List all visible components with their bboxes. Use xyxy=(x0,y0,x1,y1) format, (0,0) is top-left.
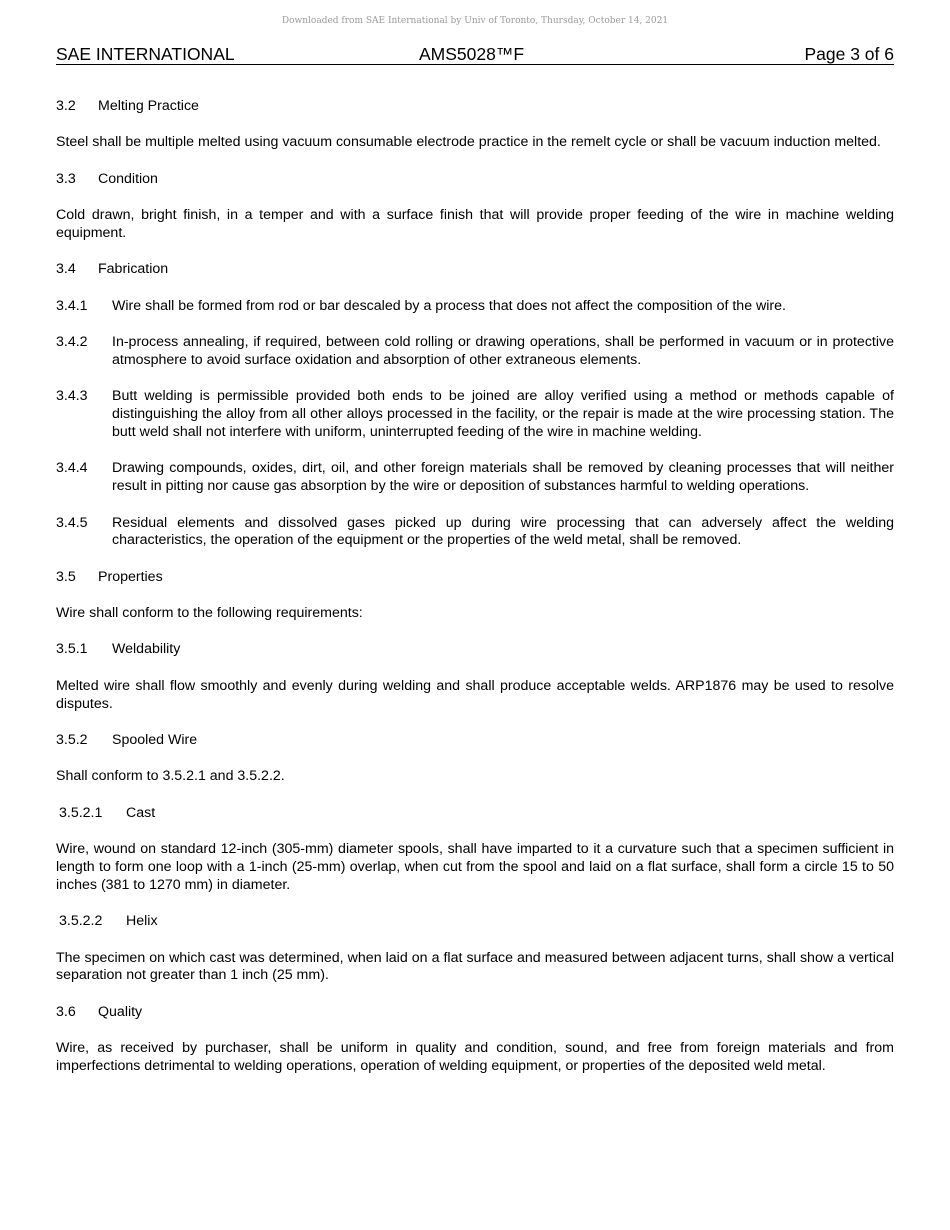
subsection-text: In-process annealing, if required, between cold rolling or drawing operations, shall be performed in vacuum or in protective atmosphere to avoid surface oxidation and absorption of other extraneous elements. xyxy=(112,334,894,368)
subsection-text: Wire shall be formed from rod or bar descaled by a process that does not affect the composition of the wire. xyxy=(112,297,786,314)
section-title: Condition xyxy=(98,170,158,187)
section-number: 3.2 xyxy=(56,98,76,114)
section-title: Melting Practice xyxy=(98,98,199,114)
subsection-number: 3.4.4 xyxy=(56,460,88,477)
section-heading-3-2 xyxy=(56,98,894,116)
subsection-3-4-1 xyxy=(56,298,894,316)
section-title: Spooled Wire xyxy=(112,732,198,749)
section-title: Quality xyxy=(98,1003,143,1020)
section-text-3-6: Wire, as received by purchaser, shall be uniform in quality and condition, sound, and free from foreign materials and from imperfections detrimental to welding operations, operation of welding equipment, or properties of the deposited weld metal. xyxy=(56,1040,894,1074)
subsection-number: 3.4.1 xyxy=(56,297,88,314)
subsection-3-4-2 xyxy=(56,334,894,370)
subsection-text: Residual elements and dissolved gases picked up during wire processing that can adversely affect the welding characteristics, the operation of the equipment or the properties of the weld metal, shall be removed. xyxy=(112,514,894,549)
section-number: 3.5.2 xyxy=(56,732,88,749)
subsection-number: 3.4.5 xyxy=(56,514,88,531)
section-heading-3-3 xyxy=(56,171,894,189)
section-text-3-5-1: Melted wire shall flow smoothly and evenly during welding and shall produce acceptable welds. ARP1876 may be used to resolve disputes. xyxy=(56,677,894,712)
section-number: 3.4 xyxy=(56,261,76,278)
section-text-3-5-2-1: Wire, wound on standard 12-inch (305-mm) diameter spools, shall have imparted to it a curvature such that a specimen sufficient in length to form one loop with a 1-inch (25-mm) overlap, when cut from the spool and laid on a flat surface, shall form a circle 15 to 50 inches (381 to 1270 mm) in diameter. xyxy=(56,841,894,893)
section-heading-3-5-1 xyxy=(56,641,894,659)
document-body xyxy=(56,98,894,1076)
section-text-3-5-2-2: The specimen on which cast was determined, when laid on a flat surface and measured between adjacent turns, shall show a vertical separation not greater than 1 inch (25 mm). xyxy=(56,949,894,984)
page-number: Page 3 of 6 xyxy=(804,44,894,64)
section-text-3-2: Steel shall be multiple melted using vacuum consumable electrode practice in the remelt cycle or shall be vacuum induction melted. xyxy=(56,134,881,151)
section-text-3-5: Wire shall conform to the following requirements: xyxy=(56,605,363,622)
section-title: Cast xyxy=(126,804,156,821)
page-header xyxy=(56,44,894,65)
section-title: Helix xyxy=(126,913,158,930)
section-heading-3-6 xyxy=(56,1004,894,1022)
subsection-3-4-3 xyxy=(56,388,894,441)
section-heading-3-5-2-1 xyxy=(56,805,894,823)
section-title: Weldability xyxy=(112,641,181,658)
section-heading-3-5-2 xyxy=(56,732,894,750)
download-watermark: Downloaded from SAE International by Univ of Toronto, Thursday, October 14, 2021 xyxy=(281,16,669,26)
subsection-number: 3.4.2 xyxy=(56,334,88,351)
section-title: Fabrication xyxy=(98,261,169,278)
subsection-text: Drawing compounds, oxides, dirt, oil, and other foreign materials shall be removed by cleaning processes that will neither result in pitting nor cause gas absorption by the wire or deposition of substances harmful to welding operations. xyxy=(112,460,894,495)
section-heading-3-5-2-2 xyxy=(56,913,894,931)
section-text-3-5-2: Shall conform to 3.5.2.1 and 3.5.2.2. xyxy=(56,768,285,785)
section-number: 3.5 xyxy=(56,568,76,585)
section-text-3-3: Cold drawn, bright finish, in a temper and with a surface finish that will provide proper feeding of the wire in machine welding equipment. xyxy=(56,207,894,241)
section-number: 3.5.2.2 xyxy=(59,913,103,930)
section-heading-3-5 xyxy=(56,569,894,587)
section-title: Properties xyxy=(98,568,163,585)
subsection-text: Butt welding is permissible provided both ends to be joined are alloy verified using a method or methods capable of distinguishing the alloy from all other alloys processed in the facility, or the repair is made at the wire processing station. The butt weld shall not interfere with uniform, uninterrupted feeding of the wire in machine welding. xyxy=(112,388,894,440)
subsection-3-4-4 xyxy=(56,460,894,496)
section-number: 3.5.1 xyxy=(56,641,88,658)
section-heading-3-4 xyxy=(56,261,894,279)
section-number: 3.5.2.1 xyxy=(59,804,103,821)
section-number: 3.3 xyxy=(56,170,76,187)
subsection-number: 3.4.3 xyxy=(56,388,88,405)
publisher-name: SAE INTERNATIONAL xyxy=(56,44,235,64)
subsection-3-4-5 xyxy=(56,515,894,551)
section-number: 3.6 xyxy=(56,1003,76,1020)
document-id: AMS5028™F xyxy=(419,44,525,64)
